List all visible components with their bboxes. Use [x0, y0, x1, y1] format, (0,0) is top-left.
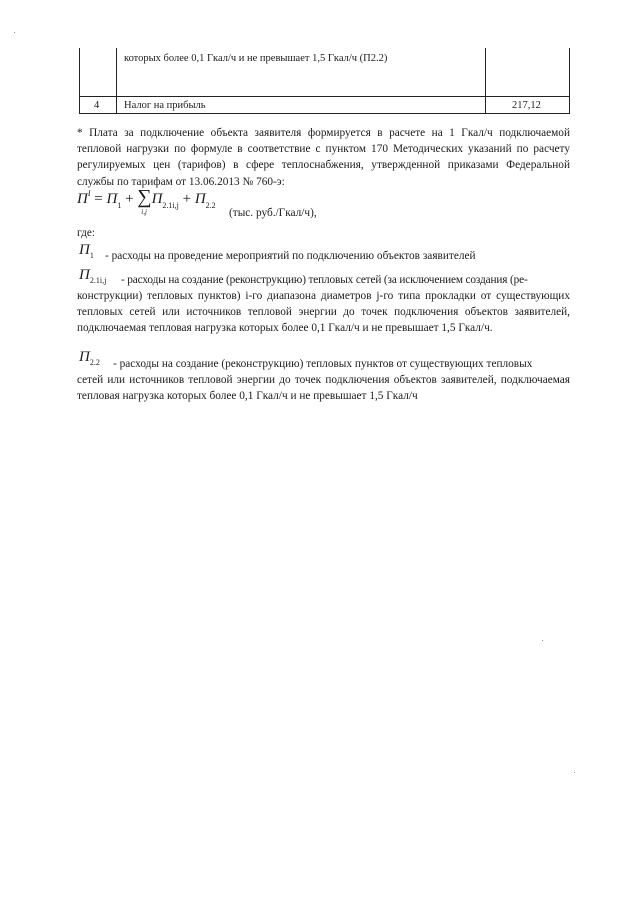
- formula-term-p1-subscript: 1: [117, 201, 122, 210]
- table-cell-name: Налог на прибыль: [124, 100, 206, 111]
- cost-table: [79, 48, 570, 114]
- formula-plus: +: [121, 191, 138, 207]
- scan-speck: [574, 772, 575, 773]
- sum-index: i,j: [141, 208, 147, 216]
- sum-symbol: ∑: [137, 186, 152, 208]
- formula-term-p22-subscript: 2.2: [205, 201, 216, 210]
- table-cell-number: 4: [94, 100, 100, 111]
- formula-term-p22: П: [194, 191, 206, 207]
- table-cell-value: 217,12: [512, 100, 541, 111]
- definition-symbol-p22: [79, 349, 100, 367]
- definition-text-p21-first-line: - расходы на создание (реконструкцию) тепловых сетей (за исключением создания (ре-: [121, 274, 528, 286]
- table-column-divider: [485, 48, 486, 113]
- formula-units: (тыс. руб./Гкал/ч),: [229, 207, 317, 219]
- formula-lhs-superscript: I: [87, 189, 91, 198]
- formula-equals: =: [90, 191, 107, 207]
- scan-speck: [542, 640, 543, 641]
- footnote-paragraph: * Плата за подключение объекта заявителя формируется в расчете на 1 Гкал/ч подключаемой тепловой нагрузки по формуле в соответствие с пунктом 170 Методических указаний по расчету регулируемых цен (тарифов) в сфере теплоснабжения, утвержденной приказами Федеральной службы по тарифам от 13.06.2013 № 760-э:: [77, 127, 570, 188]
- where-label: где:: [77, 227, 95, 239]
- formula-plus: +: [178, 191, 195, 207]
- table-row-divider: [80, 96, 569, 97]
- table-column-divider: [116, 48, 117, 113]
- formula-lhs: П: [77, 191, 88, 207]
- scan-speck: [14, 32, 15, 33]
- symbol-letter: П: [79, 267, 90, 283]
- formula-term-p21-subscript: 2.1i,j: [162, 201, 179, 210]
- table-cell-name-prev: которых более 0,1 Гкал/ч и не превышает 1,5 Гкал/ч (П2.2): [124, 53, 388, 64]
- definition-symbol-p21: [79, 267, 106, 285]
- definition-text-p22-first-line: - расходы на создание (реконструкцию) тепловых пунктов от существующих тепловых: [113, 358, 533, 370]
- symbol-letter: П: [79, 349, 90, 365]
- symbol-subscript: 1: [89, 251, 94, 260]
- definition-symbol-p1: [79, 242, 94, 260]
- payment-formula: [77, 186, 216, 216]
- definition-text-p1: - расходы на проведение мероприятий по подключению объектов заявителей: [105, 250, 476, 262]
- symbol-subscript: 2.2: [89, 358, 100, 367]
- symbol-letter: П: [79, 242, 90, 258]
- definition-text-p21-continued: конструкции) тепловых пунктов) i-го диапазона диаметров j-го типа прокладки от существующих тепловых сетей или источников тепловой энергии до точек подключения объектов заявителей, подключаемая тепловая нагрузка которых более 0,1 Гкал/ч и не превышает 1,5 Гкал/ч.: [77, 290, 570, 335]
- formula-term-p1: П: [106, 191, 118, 207]
- symbol-subscript: 2.1i,j: [89, 276, 107, 285]
- definition-text-p22-continued: сетей или источников тепловой энергии до точек подключения объектов заявителей, подключаемая тепловая нагрузка которых более 0,1 Гкал/ч и не превышает 1,5 Гкал/ч: [77, 374, 570, 403]
- formula-sum-sign: [137, 186, 152, 216]
- formula-term-p21: П: [151, 191, 163, 207]
